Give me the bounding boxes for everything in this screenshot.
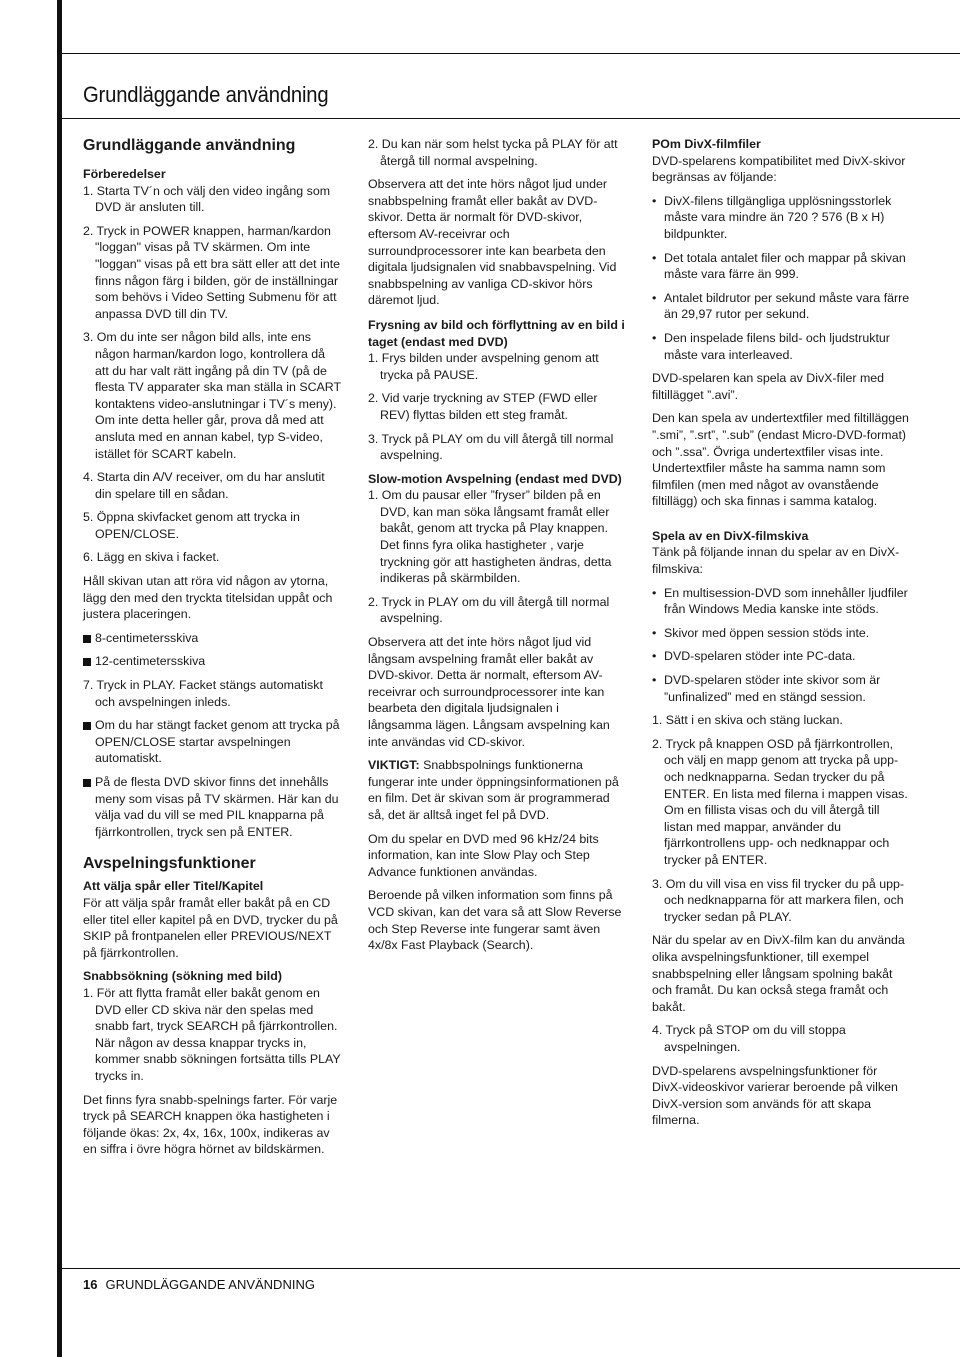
column-3 [652,136,910,1136]
column-1 [83,136,341,1165]
note-menu: På de flesta DVD skivor finns det innehålls meny som visas på TV skärmen. Här kan du välja vad du vill se med PIL knapparna på fjärrkontrollen, tryck sen på ENTER. [83,774,341,840]
step-5: 5. Öppna skivfacket genom att trycka in OPEN/CLOSE. [83,510,300,541]
vcd-text: Beroende på vilken information som finns på VCD skivan, kan det vara så att Slow Reverse och Step Reverse inte fungerar samt även 4x/8x Fast Playback (Search). [368,888,622,953]
snabb-text: Det finns fyra snabb-spelnings farter. För varje tryck på SEARCH knappen öka hastigheten i följande ökas: 2x, 4x, 16x, 100x, indikeras av en siffra i övre högra hörnet av bildskärmen. [83,1092,338,1157]
bullet-icon: • [652,290,657,305]
step-2: 2. Tryck in POWER knappen, harman/kardon "loggan" visas på TV skärmen. Om inte "loggan" visas på ett bra sätt eller att det inte finns någon färg i bilden, gör de inställningar som behövs i Video Setting Submenu för att anpassa DVD till din TV. [83,223,341,321]
step-4: 4. Starta din A/V receiver, om du har anslutit din spelare till en sådan. [83,470,325,501]
spela-step-3: 3. Om du vill visa en viss fil trycker du på upp- och nedknapparna för att markera filen, och trycker sedan på PLAY. [652,876,905,924]
subheading-divx: POm DivX-filmfiler [652,137,761,151]
bullet-icon: • [652,585,657,600]
snabb-step-1: 1. För att flytta framåt eller bakåt genom en DVD eller CD skiva när den spelas med snabb fart, tryck SEARCH på fjärrkontrollen. När någon av dessa knappar trycks in, kommer snabb sökningen fortsätta tills PLAY trycks in. [83,985,341,1083]
page-title: Grundläggande användning [83,82,329,107]
frysning-step-2: 2. Vid varje tryckning av STEP (FWD eller REV) flyttas bilden ett steg framåt. [368,391,598,422]
divx-bullet: • Antalet bildrutor per sekund måste vara färre än 29,97 rutor per sekund. [652,290,910,322]
slow-step-1: 1. Om du pausar eller ”fryser” bilden på en DVD, kan man söka långsamt framåt eller bakåt, genom att trycka på Play knappen. Det finns fyra olika hastigheter , varje tryckning gör att hastigheten ändras, detta indikeras på skärmbilden. [368,488,612,586]
subheading-spela-divx: Spela av en DivX-filmskiva [652,528,809,543]
bullet-icon: • [652,330,657,345]
divx-subtitle-text: Den kan spela av undertextfiler med filtilläggen ”.smi”, ”.srt”, ”.sub” (endast Micro-DVD-format) och ”.ssa”. Övriga undertextfiler visas inte. Undertextfiler måste ha samma namn som filmfilen (men med något av ovanstående filtillägg) och ska finnas i samma katalog. [652,411,909,509]
size-item-8cm: 8-centimetersskiva [83,630,341,647]
subheading-frysning: Frysning av bild och förflyttning av en bild i taget (endast med DVD) [368,317,625,349]
header-bottom-rule [62,118,960,119]
valja-text: För att välja spår framåt eller bakåt på en CD eller titel eller kapitel på en DVD, trycker du på SKIP på frontpanelen eller PREVIOUS/NEXT på fjärrkontrollen. [83,895,338,960]
spela-bullet: • Skivor med öppen session stöds inte. [652,625,870,640]
spela-step-1: 1. Sätt i en skiva och stäng luckan. [652,713,843,728]
step-1: 1. Starta TV´n och välj den video ingång som DVD är ansluten till. [83,183,331,215]
divx-avi-text: DVD-spelaren kan spela av DivX-filer med filtillägget ”.avi”. [652,371,885,402]
section-heading: Grundläggande användning [83,137,296,154]
bullet-icon: • [652,649,657,664]
spela-step-2: 2. Tryck på knappen OSD på fjärrkontrollen, och välj en mapp genom att trycka på upp- och nedknapparna. Sedan trycker du på ENTER. En lista med filerna i mappen visas. Om en fillista visas och du vill återgå till listan med mappar, använder du fjärrkontrollens upp- och nedknappar och trycker på ENTER. [652,736,908,867]
divx-bullet: • Det totala antalet filer och mappar på skivan måste vara färre än 999. [652,250,906,282]
hold-disc-text: Håll skivan utan att röra vid någon av ytorna, lägg den med den tryckta titelsidan uppåt och justera placeringen. [83,574,333,622]
note-open-close: Om du har stängt facket genom att trycka på OPEN/CLOSE startar avspelningen automatiskt. [83,717,341,767]
khz-text: Om du spelar en DVD med 96 kHz/24 bits information, kan inte Slow Play och Step Advance funktionen användas. [368,831,599,879]
footer-rule [62,1268,960,1269]
observe-text-2: Observera att det inte hörs något ljud vid långsam avspelning framåt eller bakåt av DVD-skivor. Detta är normalt, eftersom AV-receivrar och surroundprocessorer inte kan bearbeta den digitala ljudsignalen i långsamma lägen. Långsam avspelning kan inte användas vid CD-skivor. [368,635,610,749]
step-3: 3. Om du inte ser någon bild alls, inte ens någon harman/kardon logo, kontrollera då att du har valt rätt ingång på din TV (på de flesta TV apparater ska man ställa in SCART kontaktens video-anslutningar i TV´s meny). Om inte detta heller går, prova då med att ansluta med en annan kabel, typ S-video, istället för SCART kabeln. [83,330,341,461]
spela-step-4: 4. Tryck på STOP om du vill stoppa avspelningen. [652,1023,846,1054]
page-number: 16 [83,1277,98,1292]
column-2 [368,136,626,961]
bullet-icon: • [652,673,657,688]
square-bullet-icon [83,779,91,787]
page-footer [83,1277,315,1292]
slow-step-2: 2. Tryck in PLAY om du vill återgå till normal avspelning. [368,594,610,626]
square-bullet-icon [83,635,91,643]
size-item-12cm: 12-centimetersskiva [83,653,341,670]
frysning-step-1: 1. Frys bilden under avspelning genom att trycka på PAUSE. [368,351,599,382]
footer-label: GRUNDLÄGGANDE ANVÄNDNING [105,1277,315,1292]
square-bullet-icon [83,722,91,730]
section-heading-avspelning: Avspelningsfunktioner [83,855,256,873]
subheading-snabbsokning: Snabbsökning (sökning med bild) [83,969,282,984]
divx-bullet: • DivX-filens tillgängliga upplösningsstorlek måste vara mindre än 720 ? 576 (B x H) bildpunkter. [652,193,892,241]
spela-bullet: • DVD-spelaren stöder inte PC-data. [652,649,856,664]
step-6: 6. Lägg en skiva i facket. [83,550,220,565]
viktigt-label: VIKTIGT: [368,758,420,773]
divx-intro: DVD-spelarens kompatibilitet med DivX-skivor begränsas av följande: [652,153,906,185]
bullet-icon: • [652,193,657,208]
spela-bullet: • DVD-spelaren stöder inte skivor som är ”unfinalized” med en stängd session. [652,673,881,704]
spela-bullet: • En multisession-DVD som innehåller ljudfiler från Windows Media kanske inte stöds. [652,585,908,617]
spela-intro: Tänk på följande innan du spelar av en DivX-filmskiva: [652,545,900,577]
snabb-step-2: 2. Du kan när som helst tycka på PLAY för att återgå till normal avspelning. [368,137,618,168]
header-top-rule [62,53,960,54]
left-margin-bar [57,0,62,1357]
viktigt-note: VIKTIGT: Snabbspolnings funktionerna fungerar inte under öppningsinformationen på en film. Det är skivan som är programmerad så, det är alltså inget fel på DVD. [368,758,619,822]
subheading-valja: Att välja spår eller Titel/Kapitel [83,879,264,894]
bullet-icon: • [652,625,657,640]
bullet-icon: • [652,250,657,265]
square-bullet-icon [83,658,91,666]
spela-end-text: DVD-spelarens avspelningsfunktioner för DivX-videoskivor varierar beroende på vilken DivX-version som används för att skapa filmerna. [652,1063,898,1128]
spela-text: När du spelar av en DivX-film kan du använda olika avspelningsfunktioner, till exempel snabbspelning eller långsam spolning bakåt och framåt. Du kan också stega framåt och bakåt. [652,933,905,1014]
frysning-step-3: 3. Tryck på PLAY om du vill återgå till normal avspelning. [368,431,614,463]
divx-bullet: • Den inspelade filens bild- och ljudstruktur måste vara interleaved. [652,330,890,362]
subheading-slow-motion: Slow-motion Avspelning (endast med DVD) [368,471,622,486]
step-7: 7. Tryck in PLAY. Facket stängs automatiskt och avspelningen inleds. [83,678,323,709]
subheading-forberedelser: Förberedelser [83,167,166,181]
observe-text-1: Observera att det inte hörs något ljud under snabbspelning framåt eller bakåt av DVD-skivor. Detta är normalt för DVD-skivor, eftersom AV-receivrar och surroundprocessorer inte kan bearbeta den digitala ljudsignalen vid snabbavspelning. Vid snabbspelning av vanliga CD-skivor hörs däremot ljud. [368,177,617,308]
